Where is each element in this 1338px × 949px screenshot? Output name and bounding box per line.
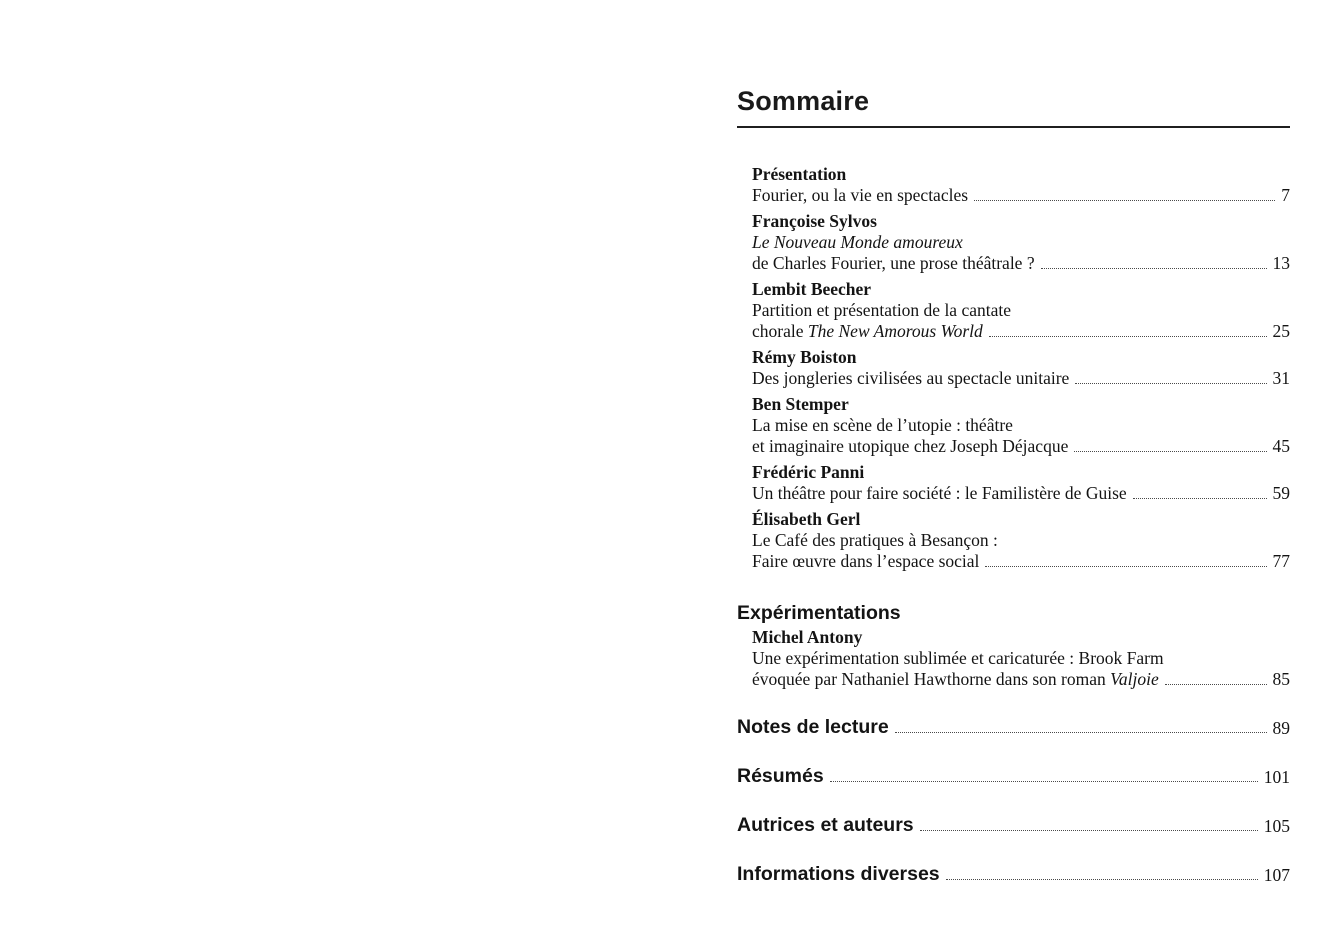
toc-line-text bbox=[752, 253, 1035, 274]
leader-dots bbox=[1074, 451, 1266, 452]
page-number: 25 bbox=[1272, 321, 1290, 341]
toc-line-text bbox=[752, 321, 983, 342]
toc-line-text bbox=[752, 648, 1164, 669]
line-segment: et imaginaire utopique chez Joseph Déjacque bbox=[752, 436, 1069, 456]
page-number: 89 bbox=[1272, 718, 1290, 738]
backmatter-label: Informations diverses bbox=[737, 863, 940, 885]
toc-entry-author: Ben Stemper bbox=[752, 394, 849, 414]
leader-dots bbox=[1133, 498, 1267, 499]
toc-line-text bbox=[752, 530, 998, 551]
toc-entry bbox=[752, 509, 1290, 572]
page-number: 105 bbox=[1263, 816, 1290, 836]
toc-entry-author: Rémy Boiston bbox=[752, 347, 857, 367]
line-segment: Fourier, ou la vie en spectacles bbox=[752, 185, 969, 205]
line-segment: de Charles Fourier, une prose théâtrale ? bbox=[752, 253, 1035, 273]
backmatter-item bbox=[737, 716, 1290, 739]
page-number: 107 bbox=[1263, 865, 1290, 885]
backmatter-item bbox=[737, 863, 1290, 886]
toc-entry-line bbox=[752, 185, 1290, 206]
work-title-italic: The New Amorous World bbox=[807, 321, 983, 341]
backmatter-label: Notes de lecture bbox=[737, 716, 889, 738]
line-segment: Faire œuvre dans l’espace social bbox=[752, 551, 980, 571]
toc-entry bbox=[752, 462, 1290, 504]
page-title: Sommaire bbox=[737, 86, 1290, 128]
toc-entry-author: Françoise Sylvos bbox=[752, 211, 877, 231]
page-number: 59 bbox=[1272, 483, 1290, 503]
toc-entry-author: Lembit Beecher bbox=[752, 279, 872, 299]
toc-line-text bbox=[752, 368, 1069, 389]
toc-line-text bbox=[752, 300, 1011, 321]
page-number: 13 bbox=[1272, 253, 1290, 273]
toc-entry-line bbox=[752, 253, 1290, 274]
toc-entry-line bbox=[752, 368, 1290, 389]
toc-line-text bbox=[752, 415, 1013, 436]
toc-entry bbox=[752, 164, 1290, 206]
line-segment: Partition et présentation de la cantate bbox=[752, 300, 1011, 320]
line-segment: Des jongleries civilisées au spectacle unitaire bbox=[752, 368, 1070, 388]
line-segment: La mise en scène de l’utopie : théâtre bbox=[752, 415, 1013, 435]
toc-entry-line bbox=[752, 300, 1290, 321]
leader-dots bbox=[989, 336, 1267, 337]
toc-line-text bbox=[752, 232, 963, 253]
work-title-italic: Le Nouveau Monde amoureux bbox=[752, 232, 963, 252]
work-title-italic: Valjoie bbox=[1110, 669, 1159, 689]
leader-dots bbox=[946, 879, 1258, 880]
backmatter-item bbox=[737, 814, 1290, 837]
leader-dots bbox=[895, 732, 1267, 733]
toc-entry-author: Michel Antony bbox=[752, 627, 863, 647]
toc-entry-line bbox=[752, 669, 1290, 690]
line-segment: Une expérimentation sublimée et caricaturée : Brook Farm bbox=[752, 648, 1164, 668]
toc-line-text bbox=[752, 551, 979, 572]
toc-entry bbox=[752, 347, 1290, 389]
toc-entry bbox=[752, 279, 1290, 342]
page-number: 45 bbox=[1272, 436, 1290, 456]
leader-dots bbox=[985, 566, 1266, 567]
toc-entry-line bbox=[752, 321, 1290, 342]
toc-entry-line bbox=[752, 232, 1290, 253]
page-number: 101 bbox=[1263, 767, 1290, 787]
toc-entry-author: Présentation bbox=[752, 164, 847, 184]
page-number: 77 bbox=[1272, 551, 1290, 571]
toc-entry-line bbox=[752, 436, 1290, 457]
leader-dots bbox=[974, 200, 1275, 201]
page-number: 85 bbox=[1272, 669, 1290, 689]
toc-entry-author: Frédéric Panni bbox=[752, 462, 865, 482]
toc-articles bbox=[737, 164, 1290, 572]
toc-entry-line bbox=[752, 483, 1290, 504]
leader-dots bbox=[1075, 383, 1266, 384]
page-number: 31 bbox=[1272, 368, 1290, 388]
toc-entry bbox=[752, 627, 1290, 690]
leader-dots bbox=[920, 830, 1258, 831]
line-segment: Le Café des pratiques à Besançon : bbox=[752, 530, 998, 550]
toc-page bbox=[737, 86, 1290, 886]
toc-entry-line bbox=[752, 648, 1290, 669]
toc-line-text bbox=[752, 483, 1127, 504]
toc-backmatter bbox=[737, 716, 1290, 886]
toc-entry-line bbox=[752, 551, 1290, 572]
leader-dots bbox=[1165, 684, 1267, 685]
line-segment: Un théâtre pour faire société : le Familistère de Guise bbox=[752, 483, 1127, 503]
line-segment: évoquée par Nathaniel Hawthorne dans son roman bbox=[752, 669, 1111, 689]
page-number: 7 bbox=[1281, 185, 1290, 205]
toc-entry-line bbox=[752, 415, 1290, 436]
backmatter-label: Résumés bbox=[737, 765, 824, 787]
line-segment: chorale bbox=[752, 321, 808, 341]
toc-line-text bbox=[752, 185, 968, 206]
backmatter-label: Autrices et auteurs bbox=[737, 814, 914, 836]
toc-entry bbox=[752, 394, 1290, 457]
backmatter-item bbox=[737, 765, 1290, 788]
toc-entry bbox=[752, 211, 1290, 274]
section-heading-experimentations: Expérimentations bbox=[737, 602, 901, 624]
leader-dots bbox=[1041, 268, 1267, 269]
toc-line-text bbox=[752, 669, 1159, 690]
toc-entry-line bbox=[752, 530, 1290, 551]
toc-section-articles bbox=[737, 627, 1290, 690]
leader-dots bbox=[830, 781, 1258, 782]
toc-body bbox=[737, 164, 1290, 886]
toc-entry-author: Élisabeth Gerl bbox=[752, 509, 861, 529]
toc-line-text bbox=[752, 436, 1068, 457]
